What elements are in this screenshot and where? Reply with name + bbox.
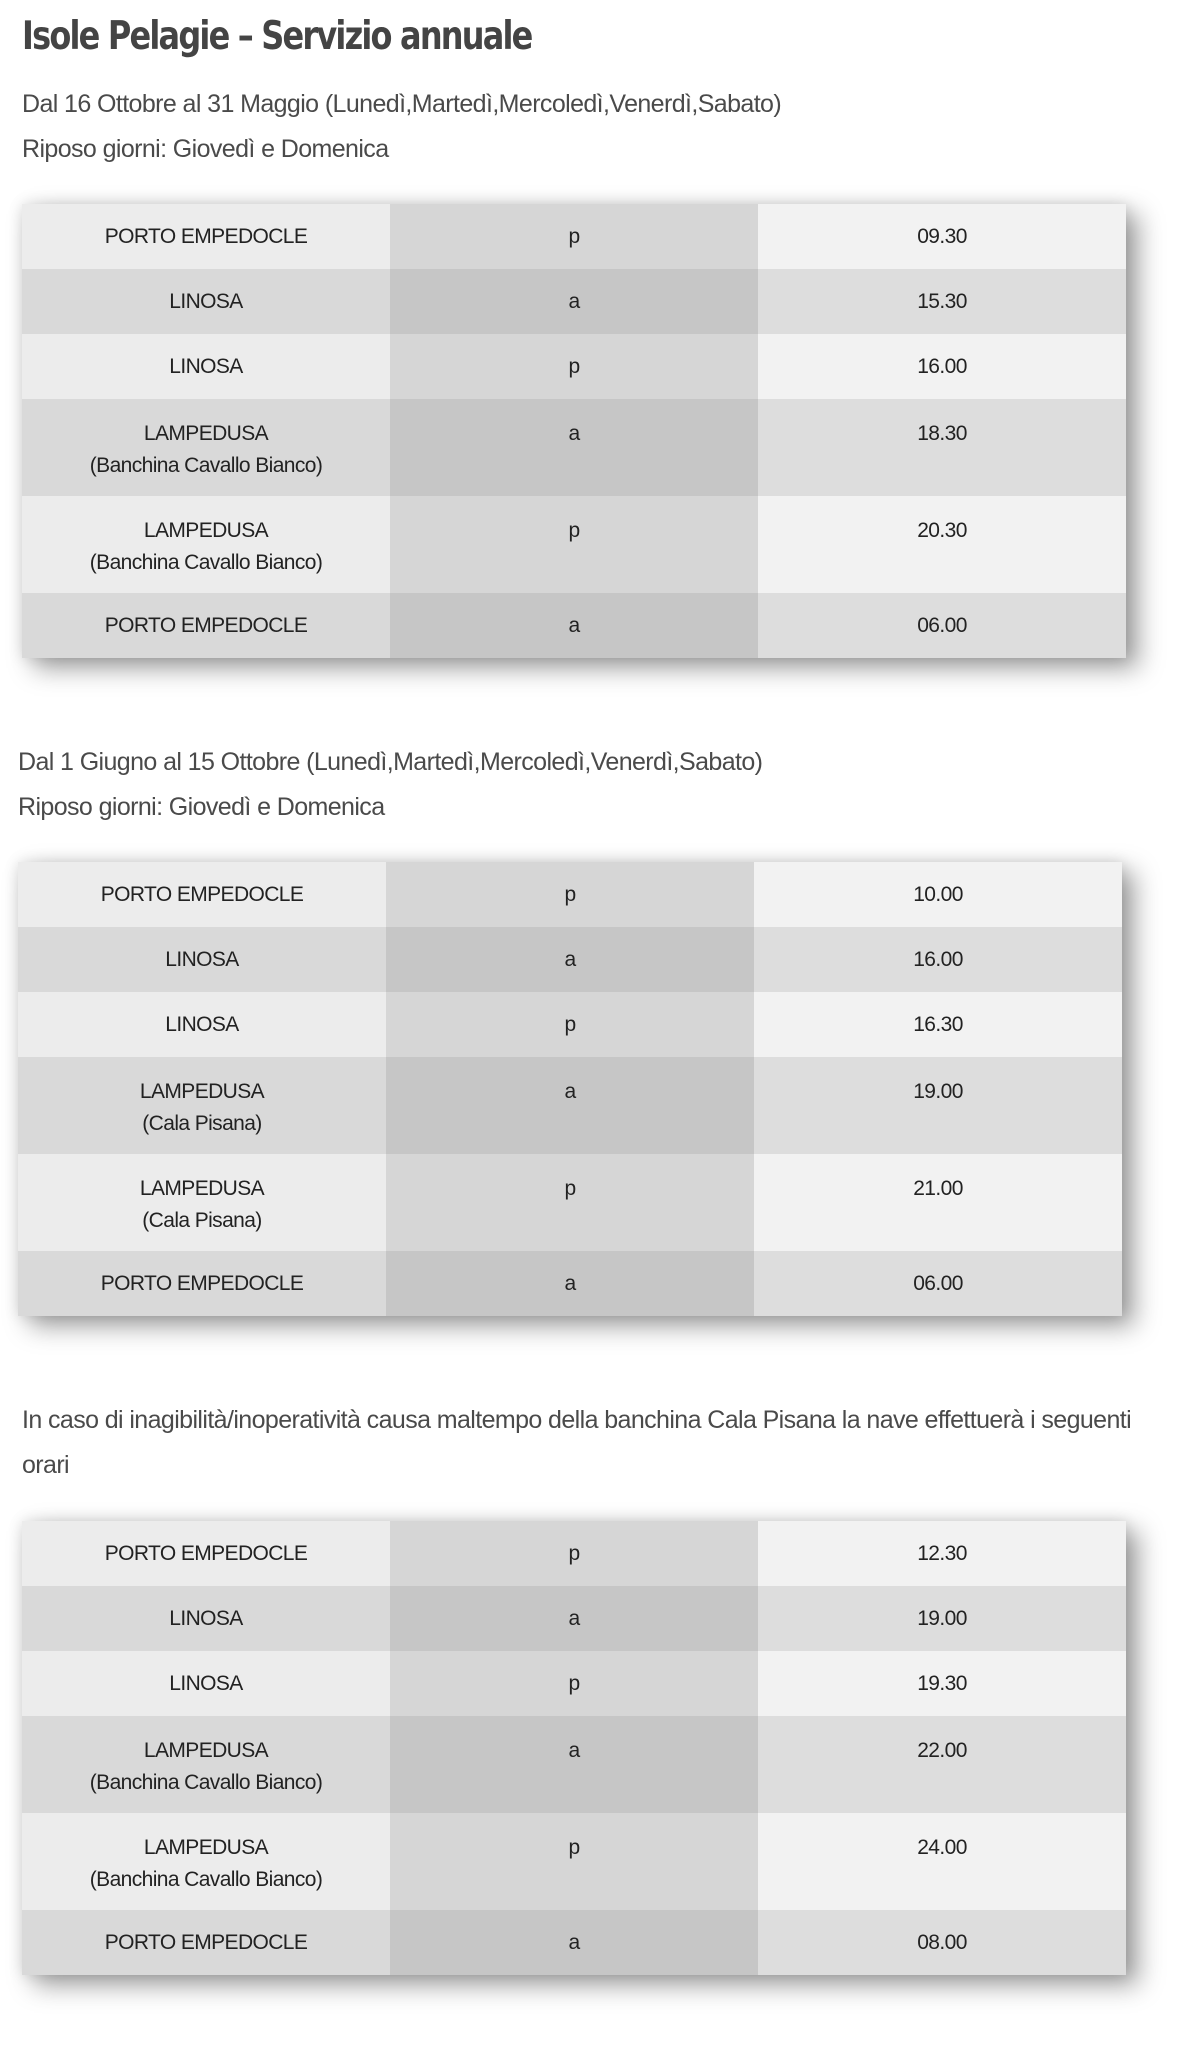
station-cell [22, 1813, 390, 1910]
station-name: PORTO EMPEDOCLE [104, 1931, 308, 1954]
station-cell [22, 1521, 390, 1586]
arrival-departure-code: p [568, 519, 580, 542]
schedule-row [22, 399, 1126, 496]
time-value: 09.30 [917, 225, 967, 248]
arrival-departure-cell [390, 496, 758, 593]
arrival-departure-cell [390, 204, 758, 269]
schedule-row [22, 593, 1126, 658]
station-dock: (Banchina Cavallo Bianco) [89, 551, 323, 574]
schedule-row [22, 1910, 1126, 1975]
station-cell [22, 593, 390, 658]
schedule-row [22, 1521, 1126, 1586]
time-value: 15.30 [917, 290, 967, 313]
time-value: 10.00 [913, 883, 963, 906]
arrival-departure-cell [386, 992, 754, 1057]
arrival-departure-code: p [564, 1177, 576, 1200]
schedule-row [22, 204, 1126, 269]
arrival-departure-code: a [564, 1080, 576, 1103]
arrival-departure-code: a [568, 1931, 580, 1954]
station-cell [22, 1651, 390, 1716]
station-cell [22, 496, 390, 593]
station-name: PORTO EMPEDOCLE [104, 614, 308, 637]
time-cell [758, 1716, 1126, 1813]
schedule-table [22, 1521, 1126, 1975]
station-name: LINOSA [169, 290, 243, 313]
station-name: LAMPEDUSA [143, 1739, 269, 1762]
arrival-departure-cell [390, 269, 758, 334]
schedule-body [22, 204, 1126, 658]
arrival-departure-cell [390, 1813, 758, 1910]
time-value: 16.00 [917, 355, 967, 378]
schedule-row [22, 1716, 1126, 1813]
arrival-departure-code: p [568, 1542, 580, 1565]
schedule-row [18, 1057, 1122, 1154]
time-value: 06.00 [913, 1272, 963, 1295]
schedule-row [22, 269, 1126, 334]
station-name: LINOSA [169, 355, 243, 378]
time-cell [758, 204, 1126, 269]
station-cell [22, 269, 390, 334]
station-cell [18, 1057, 386, 1154]
time-cell [754, 992, 1122, 1057]
arrival-departure-code: a [564, 948, 576, 971]
station-cell [22, 1586, 390, 1651]
schedule-row [18, 862, 1122, 927]
time-cell [758, 593, 1126, 658]
rest-days-text: Riposo giorni: Giovedì e Domenica [22, 135, 389, 163]
arrival-departure-cell [390, 1651, 758, 1716]
station-name: LINOSA [169, 1672, 243, 1695]
arrival-departure-code: a [568, 1739, 580, 1762]
time-cell [758, 1651, 1126, 1716]
arrival-departure-code: p [564, 883, 576, 906]
schedule-intro [22, 1398, 1132, 1488]
arrival-departure-code: a [568, 614, 580, 637]
arrival-departure-cell [390, 1521, 758, 1586]
arrival-departure-code: p [568, 1836, 580, 1859]
station-cell [18, 992, 386, 1057]
time-value: 06.00 [917, 614, 967, 637]
time-cell [758, 399, 1126, 496]
time-value: 19.00 [913, 1080, 963, 1103]
station-cell [22, 334, 390, 399]
schedule-row [22, 496, 1126, 593]
time-value: 19.00 [917, 1607, 967, 1630]
arrival-departure-cell [386, 1057, 754, 1154]
schedule-row [18, 927, 1122, 992]
time-cell [758, 1586, 1126, 1651]
rest-days-text: Riposo giorni: Giovedì e Domenica [18, 793, 385, 821]
schedule-row [22, 1651, 1126, 1716]
arrival-departure-code: p [568, 1672, 580, 1695]
arrival-departure-cell [390, 1910, 758, 1975]
time-cell [758, 1521, 1126, 1586]
arrival-departure-code: p [568, 225, 580, 248]
station-dock: (Cala Pisana) [142, 1209, 262, 1232]
schedule-table [22, 204, 1126, 658]
station-cell [22, 1910, 390, 1975]
note-text: In caso di inagibilità/inoperatività causa maltempo della banchina Cala Pisana la nave effettuerà i seguenti orari [22, 1406, 1132, 1479]
arrival-departure-code: p [564, 1013, 576, 1036]
arrival-departure-cell [386, 1251, 754, 1316]
station-cell [18, 1154, 386, 1251]
time-cell [754, 1154, 1122, 1251]
station-name: LINOSA [165, 1013, 239, 1036]
schedule-intro [22, 82, 781, 172]
time-cell [754, 1057, 1122, 1154]
station-cell [18, 1251, 386, 1316]
schedule-body [18, 862, 1122, 1316]
arrival-departure-cell [390, 334, 758, 399]
time-value: 21.00 [913, 1177, 963, 1200]
arrival-departure-cell [386, 862, 754, 927]
time-value: 18.30 [917, 422, 967, 445]
period-text: Dal 1 Giugno al 15 Ottobre (Lunedì,Martedì,Mercoledì,Venerdì,Sabato) [18, 748, 763, 776]
station-name: LAMPEDUSA [143, 1836, 269, 1859]
time-value: 19.30 [917, 1672, 967, 1695]
arrival-departure-code: a [568, 422, 580, 445]
station-dock: (Banchina Cavallo Bianco) [89, 1868, 323, 1891]
schedule-row [22, 1586, 1126, 1651]
schedule-intro [18, 740, 762, 830]
arrival-departure-code: a [568, 1607, 580, 1630]
arrival-departure-cell [390, 1716, 758, 1813]
station-cell [22, 1716, 390, 1813]
station-dock: (Banchina Cavallo Bianco) [89, 454, 323, 477]
schedule-table [18, 862, 1122, 1316]
station-name: LINOSA [165, 948, 239, 971]
station-name: PORTO EMPEDOCLE [100, 1272, 304, 1295]
time-cell [754, 927, 1122, 992]
schedule-body [22, 1521, 1126, 1975]
station-name: PORTO EMPEDOCLE [104, 1542, 308, 1565]
station-name: LAMPEDUSA [139, 1177, 265, 1200]
station-name: LINOSA [169, 1607, 243, 1630]
time-cell [758, 1910, 1126, 1975]
schedule-row [18, 992, 1122, 1057]
arrival-departure-cell [390, 1586, 758, 1651]
time-cell [758, 1813, 1126, 1910]
station-cell [18, 862, 386, 927]
schedule-row [22, 1813, 1126, 1910]
station-name: LAMPEDUSA [139, 1080, 265, 1103]
time-cell [754, 862, 1122, 927]
station-name: LAMPEDUSA [143, 519, 269, 542]
station-dock: (Banchina Cavallo Bianco) [89, 1771, 323, 1794]
schedule-row [22, 334, 1126, 399]
station-name: LAMPEDUSA [143, 422, 269, 445]
arrival-departure-code: a [564, 1272, 576, 1295]
time-value: 16.30 [913, 1013, 963, 1036]
time-cell [754, 1251, 1122, 1316]
station-name: PORTO EMPEDOCLE [104, 225, 308, 248]
station-dock: (Cala Pisana) [142, 1112, 262, 1135]
schedule-row [18, 1251, 1122, 1316]
arrival-departure-cell [390, 399, 758, 496]
arrival-departure-code: a [568, 290, 580, 313]
schedule-row [18, 1154, 1122, 1251]
time-value: 12.30 [917, 1542, 967, 1565]
time-value: 20.30 [917, 519, 967, 542]
arrival-departure-cell [386, 927, 754, 992]
station-cell [18, 927, 386, 992]
station-cell [22, 204, 390, 269]
time-value: 08.00 [917, 1931, 967, 1954]
time-cell [758, 334, 1126, 399]
time-cell [758, 269, 1126, 334]
page-title: Isole Pelagie – Servizio annuale [22, 14, 532, 59]
arrival-departure-cell [390, 593, 758, 658]
arrival-departure-code: p [568, 355, 580, 378]
time-cell [758, 496, 1126, 593]
station-cell [22, 399, 390, 496]
time-value: 24.00 [917, 1836, 967, 1859]
arrival-departure-cell [386, 1154, 754, 1251]
station-name: PORTO EMPEDOCLE [100, 883, 304, 906]
period-text: Dal 16 Ottobre al 31 Maggio (Lunedì,Martedì,Mercoledì,Venerdì,Sabato) [22, 90, 782, 118]
time-value: 22.00 [917, 1739, 967, 1762]
time-value: 16.00 [913, 948, 963, 971]
